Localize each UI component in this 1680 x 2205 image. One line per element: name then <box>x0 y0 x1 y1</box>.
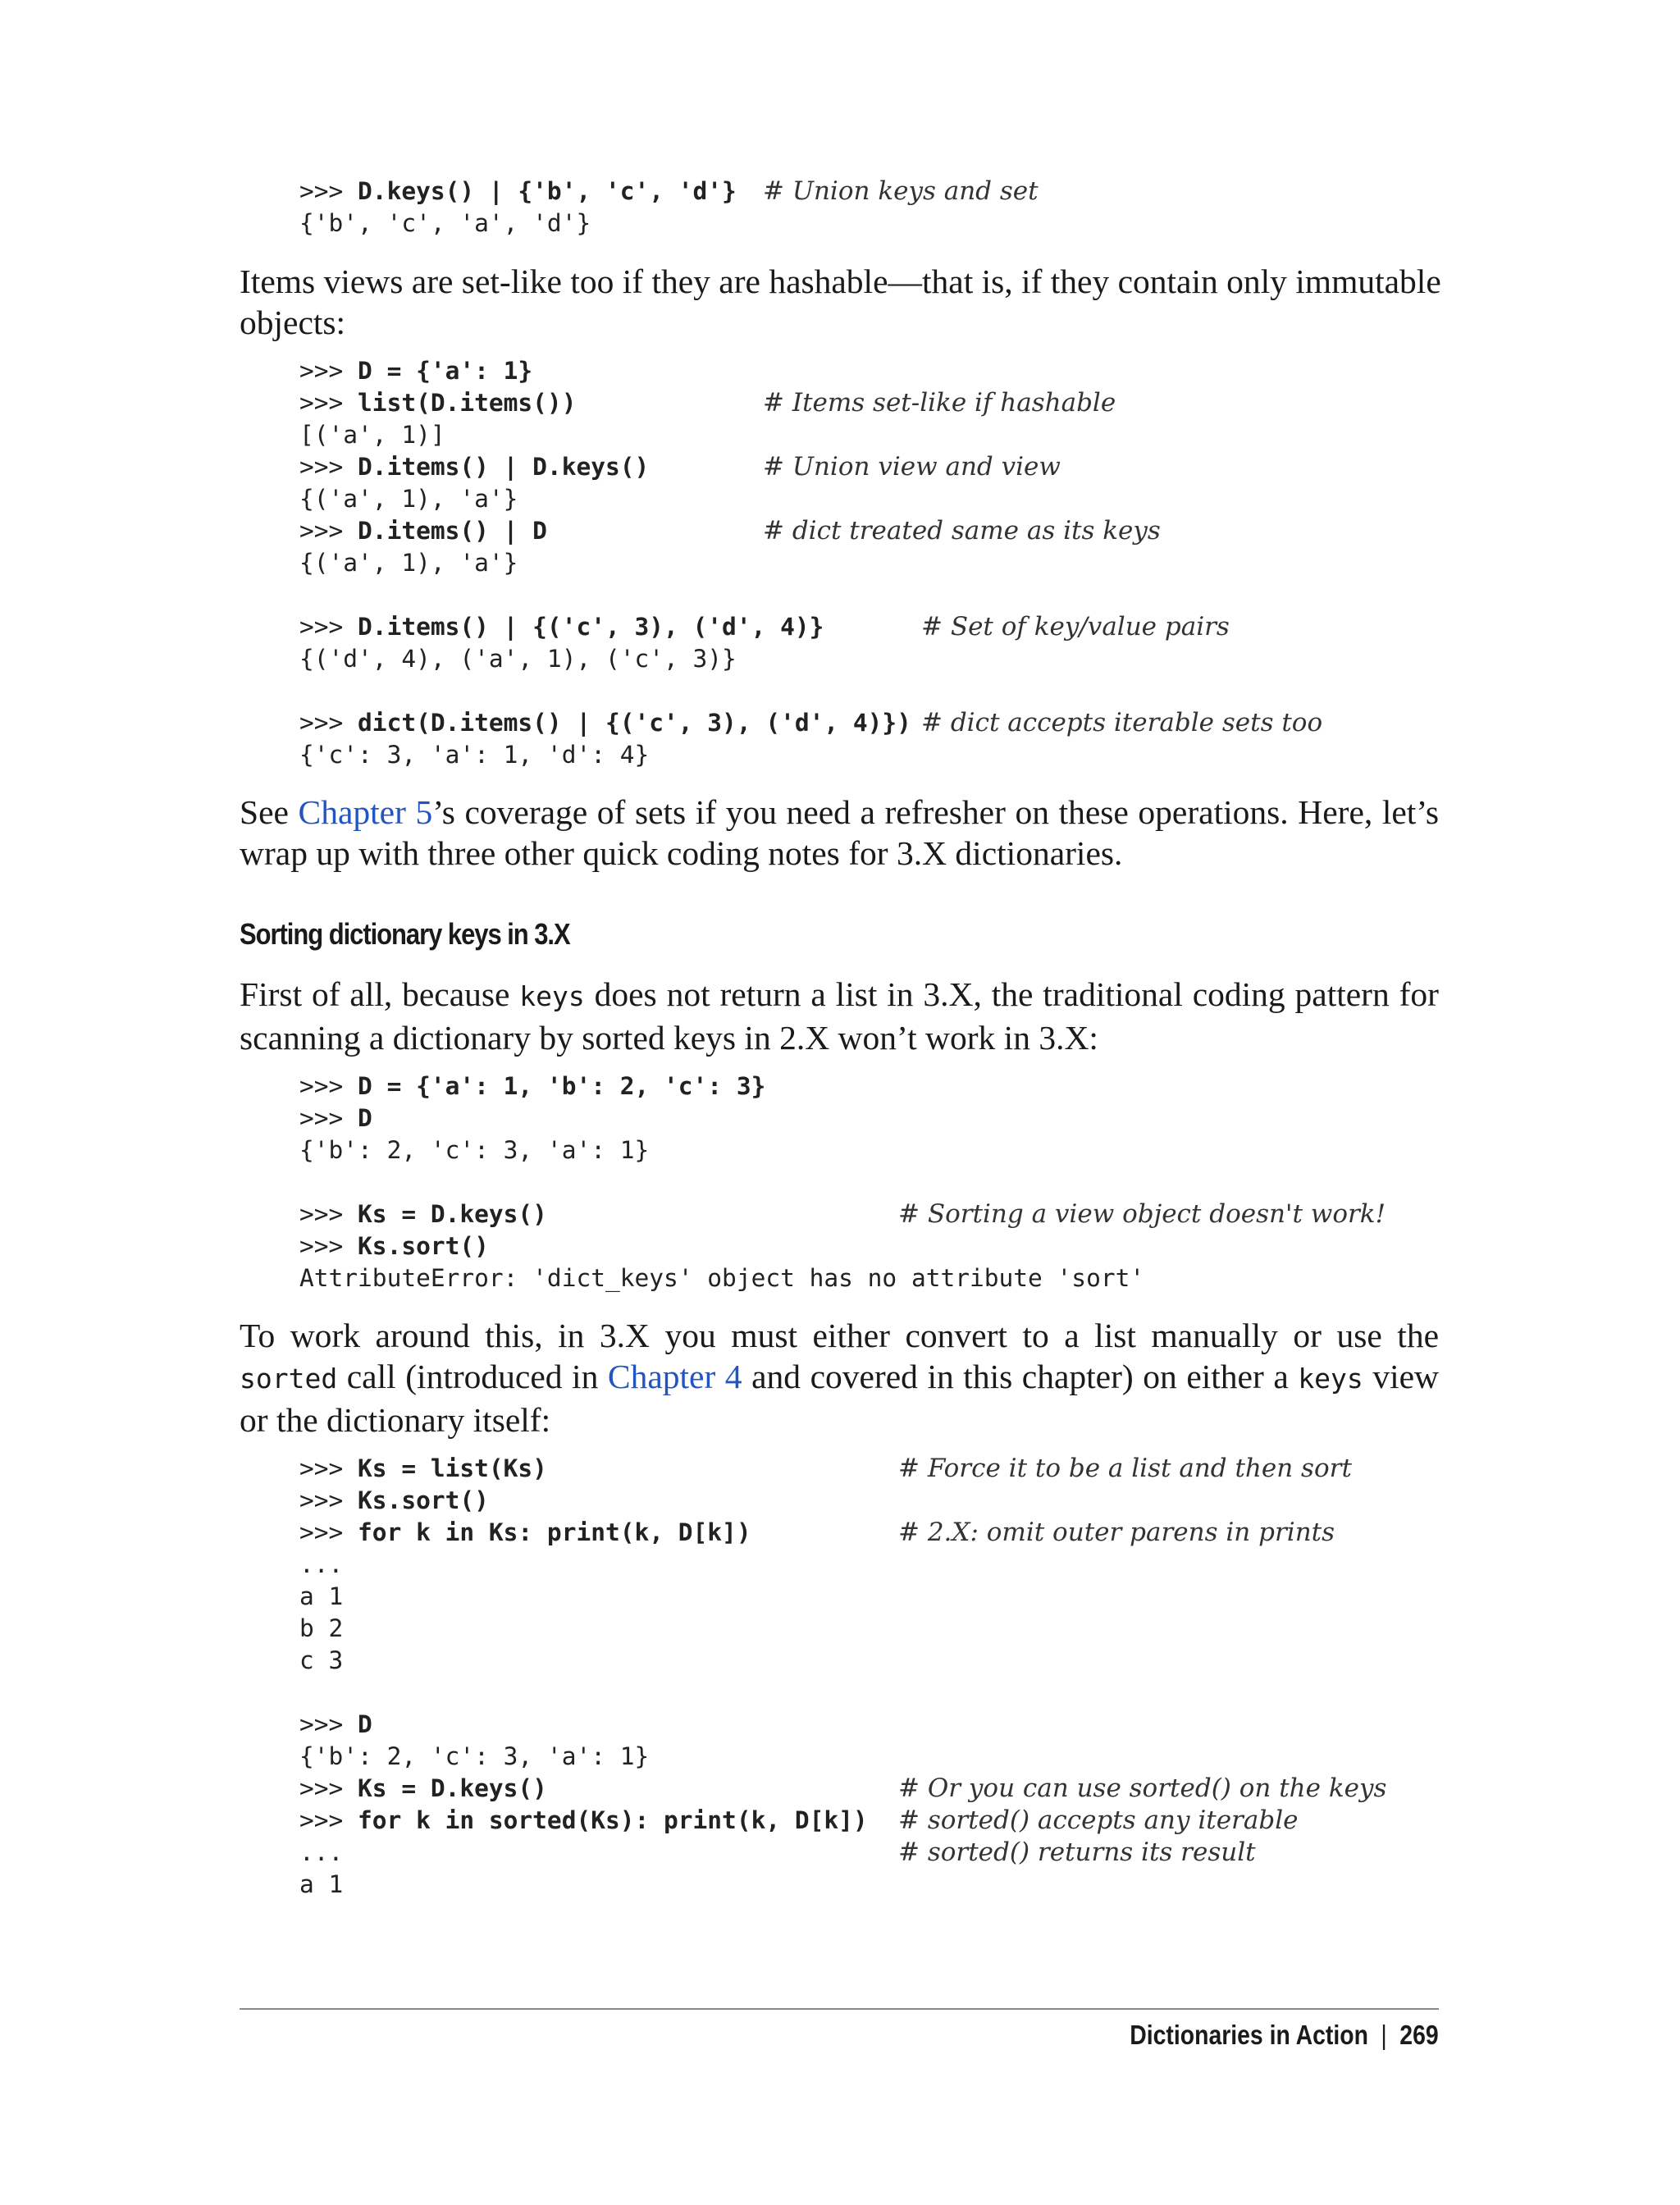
code-output: {'c': 3, 'a': 1, 'd': 4} <box>299 741 650 769</box>
code-line <box>299 739 911 771</box>
code-command: D.items() | {('c', 3), ('d', 4)} <box>358 613 824 641</box>
code-block-union-keys <box>299 176 1039 240</box>
code-comment: # Union view and view <box>763 452 1061 482</box>
code-output: {'b': 2, 'c': 3, 'a': 1} <box>299 1136 650 1164</box>
code-line <box>299 1134 1144 1166</box>
code-output: {'b', 'c', 'a', 'd'} <box>299 209 591 237</box>
page-footer <box>1130 2020 1439 2051</box>
code-line <box>299 387 1116 419</box>
code-line <box>299 611 1230 643</box>
paragraph-line <box>240 1356 1439 1399</box>
chapter-4-link[interactable]: Chapter 4 <box>607 1358 742 1395</box>
code-prompt: >>> <box>299 357 358 385</box>
paragraph-line: Items views are set-like too if they are hashable—that is, if they contain only immutable <box>240 262 1441 300</box>
code-prompt: >>> <box>299 709 358 737</box>
code-line <box>299 1581 868 1613</box>
code-prompt: >>> <box>299 1072 358 1100</box>
footer-section-title: Dictionaries in Action <box>1130 2020 1369 2050</box>
paragraph-line: scanning a dictionary by sorted keys in 2.X won’t work in 3.X: <box>240 1019 1098 1057</box>
code-output: c 3 <box>299 1646 344 1674</box>
code-command: D = {'a': 1, 'b': 2, 'c': 3} <box>358 1072 766 1100</box>
code-line <box>299 1485 868 1517</box>
code-comment: # Union keys and set <box>763 176 1039 206</box>
code-line <box>299 1517 1335 1549</box>
code-line <box>299 547 911 579</box>
inline-code: keys <box>1298 1363 1363 1395</box>
code-output: {('d', 4), ('a', 1), ('c', 3)} <box>299 645 737 673</box>
paragraph-first-of-all <box>240 974 1439 1058</box>
code-output: b 2 <box>299 1614 344 1642</box>
code-output: {('a', 1), 'a'} <box>299 549 518 577</box>
text-run: view <box>1363 1358 1440 1395</box>
code-block-items-views <box>299 355 1323 771</box>
code-comment: # Items set-like if hashable <box>763 388 1116 418</box>
code-output: ... <box>299 1550 344 1578</box>
code-command: Ks = list(Ks) <box>358 1454 547 1482</box>
paragraph-work-around <box>240 1315 1439 1440</box>
chapter-5-link[interactable]: Chapter 5 <box>298 793 433 831</box>
code-block-sorted-keys <box>299 1453 1387 1901</box>
code-line <box>299 707 1323 739</box>
paragraph-line: wrap up with three other quick coding notes for 3.X dictionaries. <box>240 834 1123 872</box>
code-comment: # Sorting a view object doesn't work! <box>898 1199 1386 1229</box>
code-prompt: >>> <box>299 1200 358 1228</box>
code-comment: # Set of key/value pairs <box>921 612 1230 641</box>
code-line <box>299 1198 1386 1230</box>
code-command: D.items() | D.keys() <box>358 453 650 481</box>
code-command: Ks = D.keys() <box>358 1200 547 1228</box>
code-command: Ks = D.keys() <box>358 1774 547 1802</box>
code-output: {'b': 2, 'c': 3, 'a': 1} <box>299 1742 650 1770</box>
paragraph-see-chapter <box>240 792 1439 874</box>
code-command: D = {'a': 1} <box>358 357 533 385</box>
code-line <box>299 579 911 611</box>
paragraph-line <box>240 974 1439 1017</box>
paragraph-items-views <box>240 261 1439 343</box>
footer-rule <box>240 2008 1439 2010</box>
code-comment: # dict accepts iterable sets too <box>921 708 1323 737</box>
code-output: AttributeError: 'dict_keys' object has no attribute 'sort' <box>299 1264 1145 1292</box>
code-prompt: >>> <box>299 1104 358 1132</box>
code-prompt: >>> <box>299 1710 358 1738</box>
code-command: D.items() | D <box>358 517 547 545</box>
code-line <box>299 1549 868 1581</box>
code-prompt: >>> <box>299 453 358 481</box>
code-comment: # 2.X: omit outer parens in prints <box>898 1518 1335 1547</box>
code-line <box>299 1677 868 1709</box>
code-line <box>299 1805 1299 1837</box>
code-command: for k in sorted(Ks): print(k, D[k]) <box>358 1806 868 1834</box>
code-prompt: >>> <box>299 389 358 417</box>
code-line <box>299 451 1061 483</box>
code-block-sort-fails <box>299 1071 1386 1294</box>
code-command: D.keys() | {'b', 'c', 'd'} <box>358 177 737 205</box>
code-line <box>299 483 911 515</box>
code-line <box>299 1709 868 1741</box>
code-line <box>299 1262 1144 1294</box>
code-line <box>299 1773 1387 1805</box>
text-run: and covered in this chapter) on either a <box>742 1358 1299 1395</box>
code-command: for k in Ks: print(k, D[k]) <box>358 1518 751 1546</box>
code-line <box>299 419 911 451</box>
code-line <box>299 1166 1144 1198</box>
code-output: [('a', 1)] <box>299 421 445 449</box>
inline-code: keys <box>519 980 585 1012</box>
paragraph-line <box>240 792 1439 833</box>
code-line <box>299 208 737 240</box>
code-line <box>299 675 911 707</box>
code-prompt: >>> <box>299 177 358 205</box>
code-line <box>299 1453 1352 1485</box>
paragraph-line: or the dictionary itself: <box>240 1401 551 1439</box>
text-run: See <box>240 793 299 831</box>
code-output: {('a', 1), 'a'} <box>299 485 518 513</box>
code-command: dict(D.items() | {('c', 3), ('d', 4)}) <box>358 709 911 737</box>
code-comment: # Or you can use sorted() on the keys <box>898 1774 1387 1803</box>
code-line <box>299 643 911 675</box>
code-comment: # sorted() returns its result <box>898 1838 1256 1867</box>
page-number: 269 <box>1399 2020 1439 2050</box>
text-run: First of all, because <box>240 975 520 1013</box>
code-prompt: >>> <box>299 1232 358 1260</box>
code-line <box>299 515 1161 547</box>
code-line <box>299 1645 868 1677</box>
code-line <box>299 176 1039 208</box>
inline-code: sorted <box>240 1363 338 1395</box>
paragraph-line: To work around this, in 3.X you must either convert to a list manually or use the <box>240 1317 1439 1354</box>
code-prompt: >>> <box>299 1774 358 1802</box>
code-prompt: >>> <box>299 613 358 641</box>
code-command: D <box>358 1104 372 1132</box>
code-command: D <box>358 1710 372 1738</box>
code-command: Ks.sort() <box>358 1486 489 1514</box>
code-command: Ks.sort() <box>358 1232 489 1260</box>
code-prompt: >>> <box>299 517 358 545</box>
code-prompt: >>> <box>299 1454 358 1482</box>
code-prompt: >>> <box>299 1486 358 1514</box>
footer-separator: | <box>1381 2020 1388 2050</box>
code-line <box>299 1741 868 1773</box>
text-run: does not return a list in 3.X, the traditional coding pattern for <box>584 975 1439 1013</box>
code-line <box>299 1837 1256 1869</box>
code-prompt: >>> <box>299 1806 358 1834</box>
code-prompt: >>> <box>299 1518 358 1546</box>
text-run: ’s coverage of sets if you need a refresher on these operations. Here, let’s <box>432 793 1439 831</box>
section-heading: Sorting dictionary keys in 3.X <box>240 917 570 951</box>
code-command: list(D.items()) <box>358 389 577 417</box>
code-output: a 1 <box>299 1582 344 1610</box>
paragraph-line: objects: <box>240 304 346 341</box>
code-line <box>299 1613 868 1645</box>
code-line <box>299 1869 868 1901</box>
code-output: ... <box>299 1838 344 1866</box>
text-run: call (introduced in <box>337 1358 608 1395</box>
code-output: a 1 <box>299 1870 344 1898</box>
code-comment: # dict treated same as its keys <box>763 516 1161 546</box>
code-line <box>299 355 911 387</box>
code-comment: # sorted() accepts any iterable <box>898 1806 1299 1835</box>
code-comment: # Force it to be a list and then sort <box>898 1454 1352 1483</box>
code-line <box>299 1230 1144 1262</box>
code-line <box>299 1071 1144 1102</box>
code-line <box>299 1102 1144 1134</box>
